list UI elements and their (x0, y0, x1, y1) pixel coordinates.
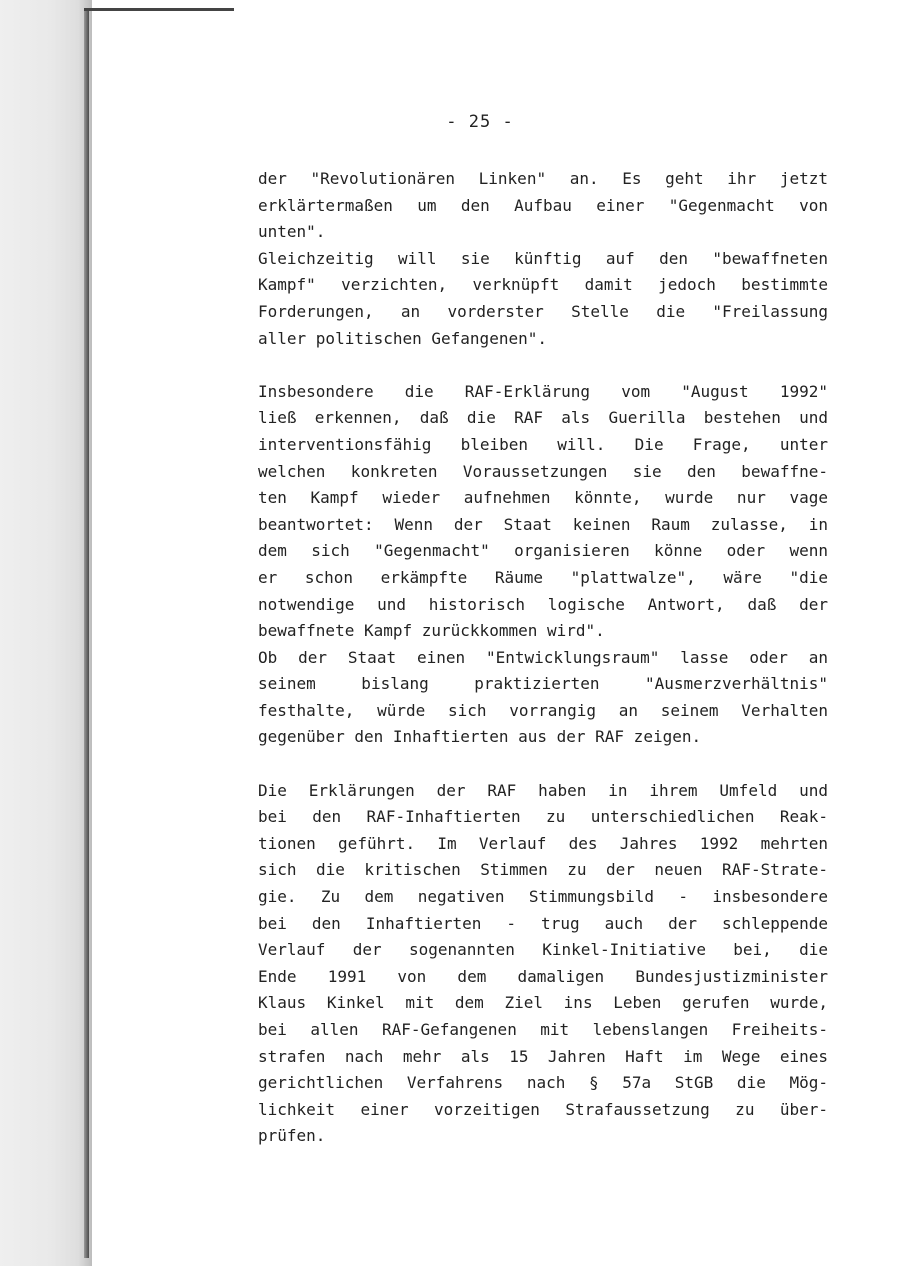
paragraph (258, 166, 828, 352)
paragraph-gap (258, 751, 828, 778)
text-line: gerichtlichen Verfahrens nach § 57a StGB die Mög- (258, 1073, 828, 1093)
text-line: festhalte, würde sich vorrangig an seinem Verhalten (258, 700, 828, 720)
text-line: beantwortet: Wenn der Staat keinen Raum zulasse, in (258, 514, 828, 534)
text-line: Die Erklärungen der RAF haben in ihrem Umfeld und (258, 780, 828, 800)
text-line: der "Revolutionären Linken" an. Es geht ihr jetzt (258, 169, 828, 188)
paragraph-gap (258, 352, 828, 379)
text-line: notwendige und historisch logische Antwort, daß der (258, 594, 828, 614)
paragraph (258, 778, 828, 1150)
text-line: prüfen. (258, 1126, 326, 1146)
text-line: bei den Inhaftierten - trug auch der schleppende (258, 913, 828, 933)
text-line: Kampf" verzichten, verknüpft damit jedoch bestimmte (258, 275, 828, 295)
text-line: ten Kampf wieder aufnehmen könnte, wurde nur vage (258, 488, 828, 508)
text-line: sich die kritischen Stimmen zu der neuen RAF-Strate- (258, 860, 828, 880)
page-number: - 25 - (446, 112, 514, 132)
text-line: lichkeit einer vorzeitigen Strafaussetzung zu über- (258, 1099, 828, 1119)
text-line: Verlauf der sogenannten Kinkel-Initiative bei, die (258, 940, 828, 960)
text-line: interventionsfähig bleiben will. Die Frage, unter (258, 434, 828, 454)
text-line: gegenüber den Inhaftierten aus der RAF zeigen. (258, 727, 702, 747)
text-line: bei den RAF-Inhaftierten zu unterschiedlichen Reak- (258, 807, 828, 827)
text-line: bewaffnete Kampf zurückkommen wird". (258, 621, 605, 641)
text-line: erklärtermaßen um den Aufbau einer "Gegenmacht von (258, 195, 828, 215)
paragraph (258, 379, 828, 751)
scan-gutter (0, 0, 92, 1266)
text-line: Ob der Staat einen "Entwicklungsraum" lasse oder an (258, 647, 828, 667)
text-line: dem sich "Gegenmacht" organisieren könne oder wenn (258, 541, 828, 561)
text-line: Gleichzeitig will sie künftig auf den "bewaffneten (258, 248, 828, 268)
document-body (258, 166, 828, 1150)
text-line: aller politischen Gefangenen". (258, 328, 547, 348)
scan-binding-edge (84, 8, 89, 1258)
text-line: ließ erkennen, daß die RAF als Guerilla bestehen und (258, 408, 828, 428)
text-line: bei allen RAF-Gefangenen mit lebenslangen Freiheits- (258, 1020, 828, 1039)
text-line: unten". (258, 222, 326, 242)
text-line: welchen konkreten Voraussetzungen sie den bewaffne- (258, 461, 828, 481)
text-line: gie. Zu dem negativen Stimmungsbild - insbesondere (258, 887, 828, 907)
text-line: Forderungen, an vorderster Stelle die "Freilassung (258, 301, 828, 321)
text-line: tionen geführt. Im Verlauf des Jahres 1992 mehrten (258, 833, 828, 853)
text-line: strafen nach mehr als 15 Jahren Haft im Wege eines (258, 1046, 828, 1066)
text-line: er schon erkämpfte Räume "plattwalze", wäre "die (258, 567, 828, 587)
text-line: Klaus Kinkel mit dem Ziel ins Leben gerufen wurde, (258, 993, 828, 1013)
text-line: Ende 1991 von dem damaligen Bundesjustizminister (258, 966, 828, 986)
text-line: Insbesondere die RAF-Erklärung vom "August 1992" (258, 381, 828, 401)
text-line: seinem bislang praktizierten "Ausmerzverhältnis" (258, 674, 828, 694)
scan-top-rule (84, 8, 234, 11)
